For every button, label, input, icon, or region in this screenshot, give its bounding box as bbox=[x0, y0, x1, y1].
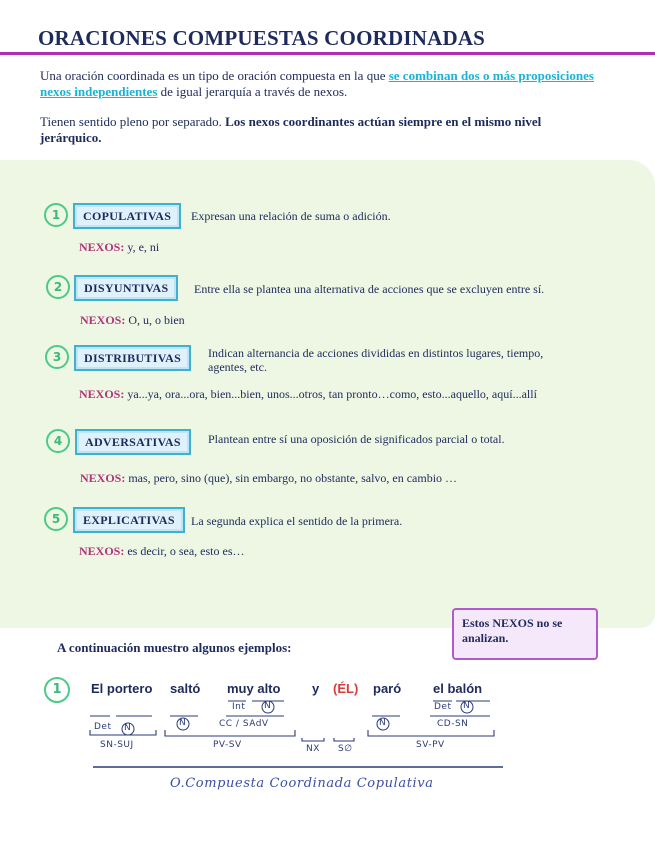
annotation-n: N bbox=[379, 718, 387, 728]
type-description: Entre ella se plantea una alternativa de acciones que se excluyen entre sí. bbox=[194, 282, 545, 296]
type-tag-adversativas: ADVERSATIVAS bbox=[75, 429, 191, 455]
example-word: paró bbox=[373, 681, 402, 696]
type-description: Indican alternancia de acciones divididas en distintos lugares, tiempo, agentes, etc. bbox=[208, 346, 544, 374]
example-number-1-icon: 1 bbox=[44, 677, 70, 703]
nexos-label: NEXOS: bbox=[80, 471, 126, 485]
annotation-sn-suj: SN-SUJ bbox=[100, 740, 134, 750]
number-5-icon: 5 bbox=[44, 507, 68, 531]
nexos-label: NEXOS: bbox=[79, 240, 125, 254]
page-title: ORACIONES COMPUESTAS COORDINADAS bbox=[38, 26, 486, 50]
type-tag-distributivas: DISTRIBUTIVAS bbox=[74, 345, 191, 371]
nexos-callout: Estos NEXOS no se analizan. bbox=[452, 608, 598, 660]
example-word: el balón bbox=[433, 681, 483, 696]
type-tag-explicativas: EXPLICATIVAS bbox=[73, 507, 185, 533]
type-description: La segunda explica el sentido de la primera. bbox=[191, 514, 403, 528]
highlighted-definition: se combinan dos o más proposiciones nexos independientes bbox=[40, 68, 594, 99]
example-word-implicit-subject: (ÉL) bbox=[333, 681, 359, 696]
annotation-nx: NX bbox=[306, 744, 320, 754]
intro-bold-text: Los nexos coordinantes actúan siempre en el mismo nivel jerárquico. bbox=[40, 114, 542, 145]
number-2-icon: 2 bbox=[46, 275, 70, 299]
annotation-cc: CC / SAdV bbox=[219, 719, 269, 729]
intro-text: Tienen sentido pleno por separado. bbox=[40, 114, 226, 129]
example-classification-label: O.Compuesta Coordinada Copulativa bbox=[170, 776, 434, 791]
intro-text: de igual jerarquía a través de nexos. bbox=[157, 84, 348, 99]
annotation-int: Int bbox=[232, 702, 246, 712]
type-tag-copulativas: COPULATIVAS bbox=[73, 203, 181, 229]
annotation-pv-sv: PV-SV bbox=[213, 740, 242, 750]
annotation-so: S∅ bbox=[338, 744, 353, 754]
example-word: saltó bbox=[170, 681, 201, 696]
number-1-icon: 1 bbox=[44, 203, 68, 227]
annotation-n: N bbox=[124, 723, 132, 733]
example-word: El portero bbox=[91, 681, 153, 696]
nexos-list: ya...ya, ora...ora, bien...bien, unos...otros, tan pronto…como, esto...aquello, aquí...allí bbox=[127, 387, 537, 401]
annotation-n: N bbox=[264, 701, 272, 711]
example-word: muy alto bbox=[227, 681, 281, 696]
example-word: y bbox=[312, 681, 320, 696]
annotation-n: N bbox=[179, 718, 187, 728]
nexos-label: NEXOS: bbox=[79, 387, 125, 401]
type-tag-disyuntivas: DISYUNTIVAS bbox=[74, 275, 178, 301]
type-description: Plantean entre sí una oposición de significados parcial o total. bbox=[208, 432, 505, 446]
examples-intro: A continuación muestro algunos ejemplos: bbox=[57, 640, 292, 655]
nexos-list: mas, pero, sino (que), sin embargo, no obstante, salvo, en cambio … bbox=[128, 471, 458, 485]
number-3-icon: 3 bbox=[45, 345, 69, 369]
annotation-det: Det bbox=[434, 702, 452, 712]
intro-text: Una oración coordinada es un tipo de oración compuesta en la que bbox=[40, 68, 389, 83]
annotation-det: Det bbox=[94, 722, 112, 732]
nexos-label: NEXOS: bbox=[79, 544, 125, 558]
annotation-n: N bbox=[463, 701, 471, 711]
type-description: Expresan una relación de suma o adición. bbox=[191, 209, 391, 223]
nexos-list: es decir, o sea, esto es… bbox=[127, 544, 245, 558]
annotation-sv-pv: SV-PV bbox=[416, 740, 445, 750]
number-4-icon: 4 bbox=[46, 429, 70, 453]
nexos-list: y, e, ni bbox=[127, 240, 160, 254]
annotation-cd: CD-SN bbox=[437, 719, 469, 729]
nexos-list: O, u, o bien bbox=[128, 313, 185, 327]
nexos-label: NEXOS: bbox=[80, 313, 126, 327]
